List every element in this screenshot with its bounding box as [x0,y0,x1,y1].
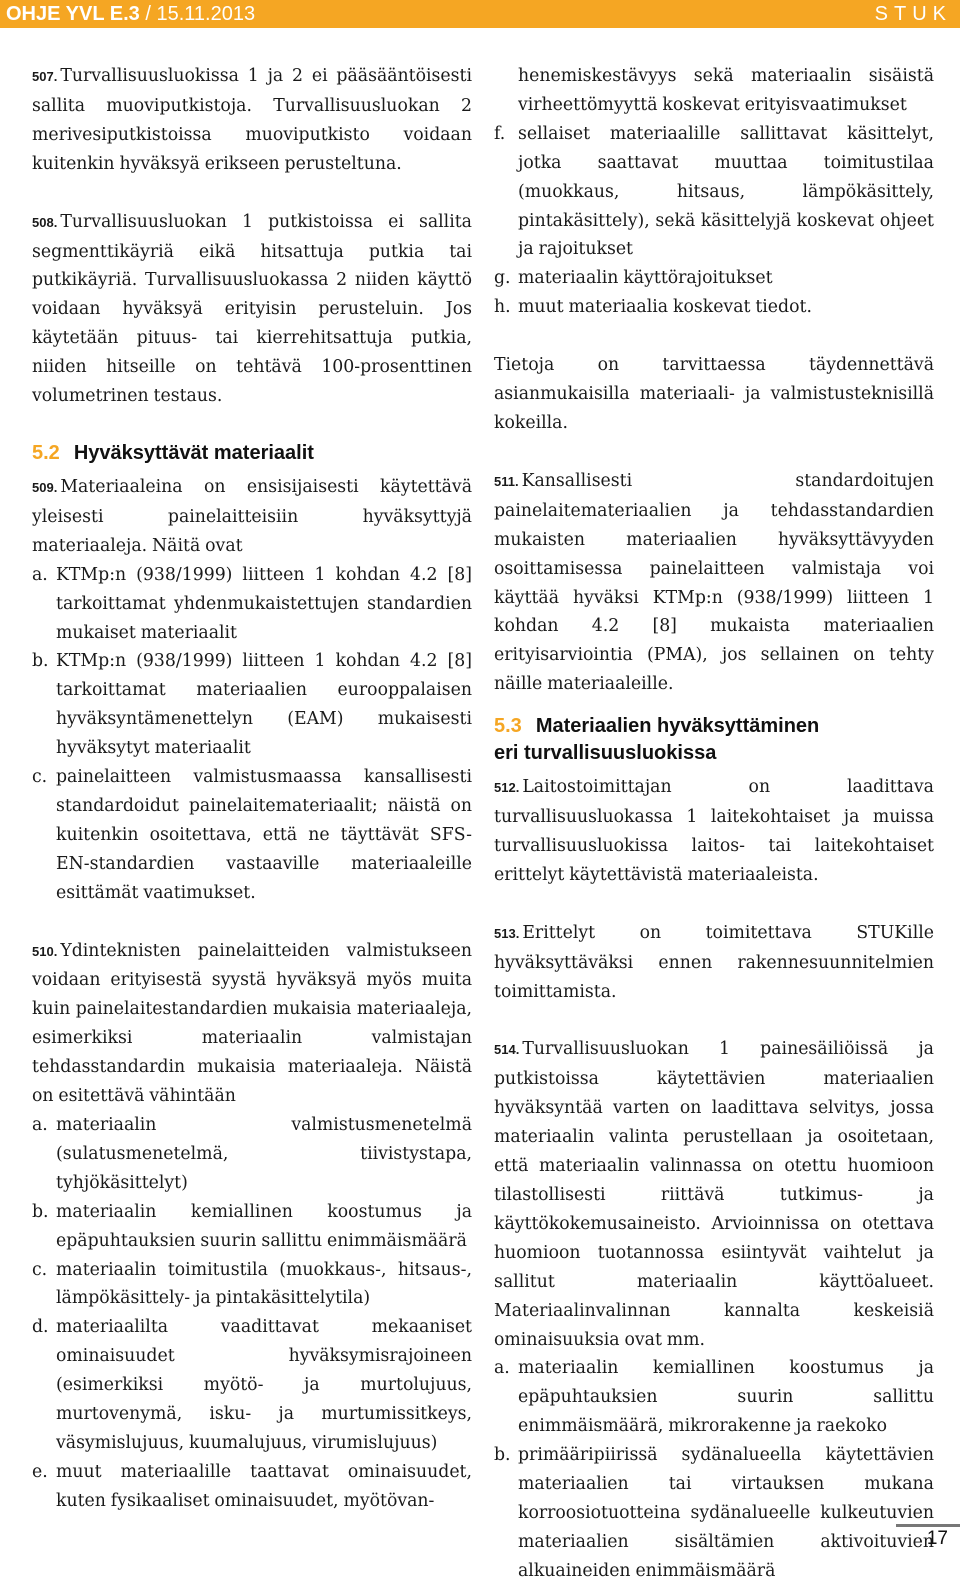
section-heading-5-2: 5.2 Hyväksyttävät materiaalit [32,441,314,464]
page-number-rule [896,1524,960,1527]
list-item: h. muut materiaalia koskevat tiedot. [494,297,812,318]
paragraph-513: 513. Erittelyt on toimitettava STUKille hyväksyttäväksi ennen rakennesuunnitelmien toimittamista. [494,922,934,1002]
list-item: d. materiaalilta vaadittavat mekaaniset ominaisuudet hyväksymisrajoineen (esimerkiksi myötö- ja murtolujuus, murtovenymä, isku- ja murtumissitkeys, väsymislujuus, kuumalujuus, virumislujuus) [32,1317,472,1453]
header-doc-id: OHJE YVL E.3 / 15.11.2013 [6,3,256,25]
paragraph-510: 510. Ydinteknisten painelaitteiden valmistukseen voidaan erityisestä syystä hyväksyä myös muita kuin painelaitestandardien mukaisia materiaaleja, esimerkiksi materiaalin valmistajan tehdasstandardin mukaisia materiaaleja. Näistä on esitettävä vähintään [32,940,472,1107]
list-item: a. KTMp:n (938/1999) liitteen 1 kohdan 4.2 [8] tarkoittamat yhdenmukaistettujen standardien mukaiset materiaalit [32,564,472,643]
paragraph-511: 511. Kansallisesti standardoitujen painelaitemateriaalien ja tehdasstandardien mukaisten materiaalien hyväksyttävyyden osoittamisessa painelaitteen valmistaja voi käyttää hyväksi KTMp:n (938/1999) liitteen 1 kohdan 4.2 [8] mukaista materiaalien erityisarviointia (PMA), jos sellainen on tehty näille materiaaleille. [494,470,934,695]
list-item: b. KTMp:n (938/1999) liitteen 1 kohdan 4.2 [8] tarkoittamat materiaalien eurooppalaisen hyväksyntämenettelyn (EAM) mukaisesti hyväksytyt materiaalit [32,651,472,759]
left-column [32,62,472,1516]
right-column [494,62,934,1586]
list-item: c. painelaitteen valmistusmaassa kansallisesti standardoidut painelaitemateriaalit; näistä on kuitenkin osoitettava, että ne täyttävät SFS-EN-standardien vastaaville materiaaleille esittämät vaatimukset. [32,767,472,903]
page-number: 17 [926,1528,948,1549]
list-item-continued: henemiskestävyys sekä materiaalin sisäistä virheettömyyttä koskevat erityisvaatimukset [518,66,934,115]
list-item: b. materiaalin kemiallinen koostumus ja epäpuhtauksien suurin sallittu enimmäismäärä [32,1201,472,1251]
list-item: b. primääripiirissä sydänalueella käytettävien materiaalien tai virtauksen mukana korroosiotuotteina sydänalueelle kulkeutuvien materiaalien sisältämien aktivoituvien alkuaineiden enimmäismäärä [494,1445,934,1581]
list-item: e. muut materiaalille taattavat ominaisuudet, kuten fysikaaliset ominaisuudet, myötövan- [32,1461,472,1511]
page-header [0,0,960,28]
note-paragraph: Tietoja on tarvittaessa täydennettävä asianmukaisilla materiaali- ja valmistusteknisillä kokeilla. [494,355,934,433]
list-item: a. materiaalin kemiallinen koostumus ja epäpuhtauksien suurin sallittu enimmäismäärä, mikrorakenne ja raekoko [494,1358,934,1437]
section-heading-5-3: 5.3 Materiaalien hyväksyttäminen eri turvallisuusluokissa [494,715,820,765]
paragraph-512: 512. Laitostoimittajan on laadittava turvallisuusluokassa 1 laitekohtaiset ja muissa turvallisuusluokissa laitos- tai laitekohtaiset erittelyt käytettävistä materiaaleista. [494,777,934,885]
list-item: g. materiaalin käyttörajoitukset [494,268,773,289]
paragraph-514: 514. Turvallisuusluokan 1 painesäiliöissä ja putkistoissa käytettävien materiaalien hyväksyntää varten on laadittava selvitys, jossa materiaalin valinta perustellaan ja osoitetaan, että materiaalin valinnassa on otettu huomioon tilastollisesti riittävä tutkimus- ja käyttökokemusaineisto. Arvioinnissa on otettava huomioon tuotannossa esiintyvät vaihtelut ja sallitut materiaalin käyttöalueet. Materiaalinvalinnan kannalta keskeisiä ominaisuuksia ovat mm. [494,1039,934,1350]
list-item: a. materiaalin valmistusmenetelmä (sulatusmenetelmä, tiivistystapa, tyhjökäsittelyt) [32,1115,472,1193]
paragraph-507: 507. Turvallisuusluokissa 1 ja 2 ei pääsääntöisesti sallita muoviputkistoja. Turvallisuusluokan 2 merivesiputkistoissa muoviputkisto voidaan kuitenkin hyväksyä erikseen perusteltuna. [32,66,472,174]
header-org: STUK [874,3,952,25]
paragraph-509: 509. Materiaaleina on ensisijaisesti käytettävä yleisesti painelaitteisiin hyväksyttyjä materiaaleja. Näitä ovat [32,476,472,556]
paragraph-508: 508. Turvallisuusluokan 1 putkistoissa ei sallita segmenttikäyriä eikä hitsattuja putkia tai putkikäyriä. Turvallisuusluokassa 2 niiden käyttö voidaan hyväksyä erityisin perusteluin. Jos käytetään pituus- tai kierrehitsattuja putkia, niiden hitseille on tehtävä 100-prosenttinen volumetrinen testaus. [32,211,472,407]
list-item: f. sellaiset materiaalille sallittavat käsittelyt, jotka saattavat muuttaa toimitustilaa (muokkaus, hitsaus, lämpökäsittely, pintakäsittely), sekä käsittelyjä koskevat ohjeet ja rajoitukset [494,123,934,260]
list-item: c. materiaalin toimitustila (muokkaus-, hitsaus-, lämpökäsittely- ja pintakäsittelytila) [32,1259,472,1309]
